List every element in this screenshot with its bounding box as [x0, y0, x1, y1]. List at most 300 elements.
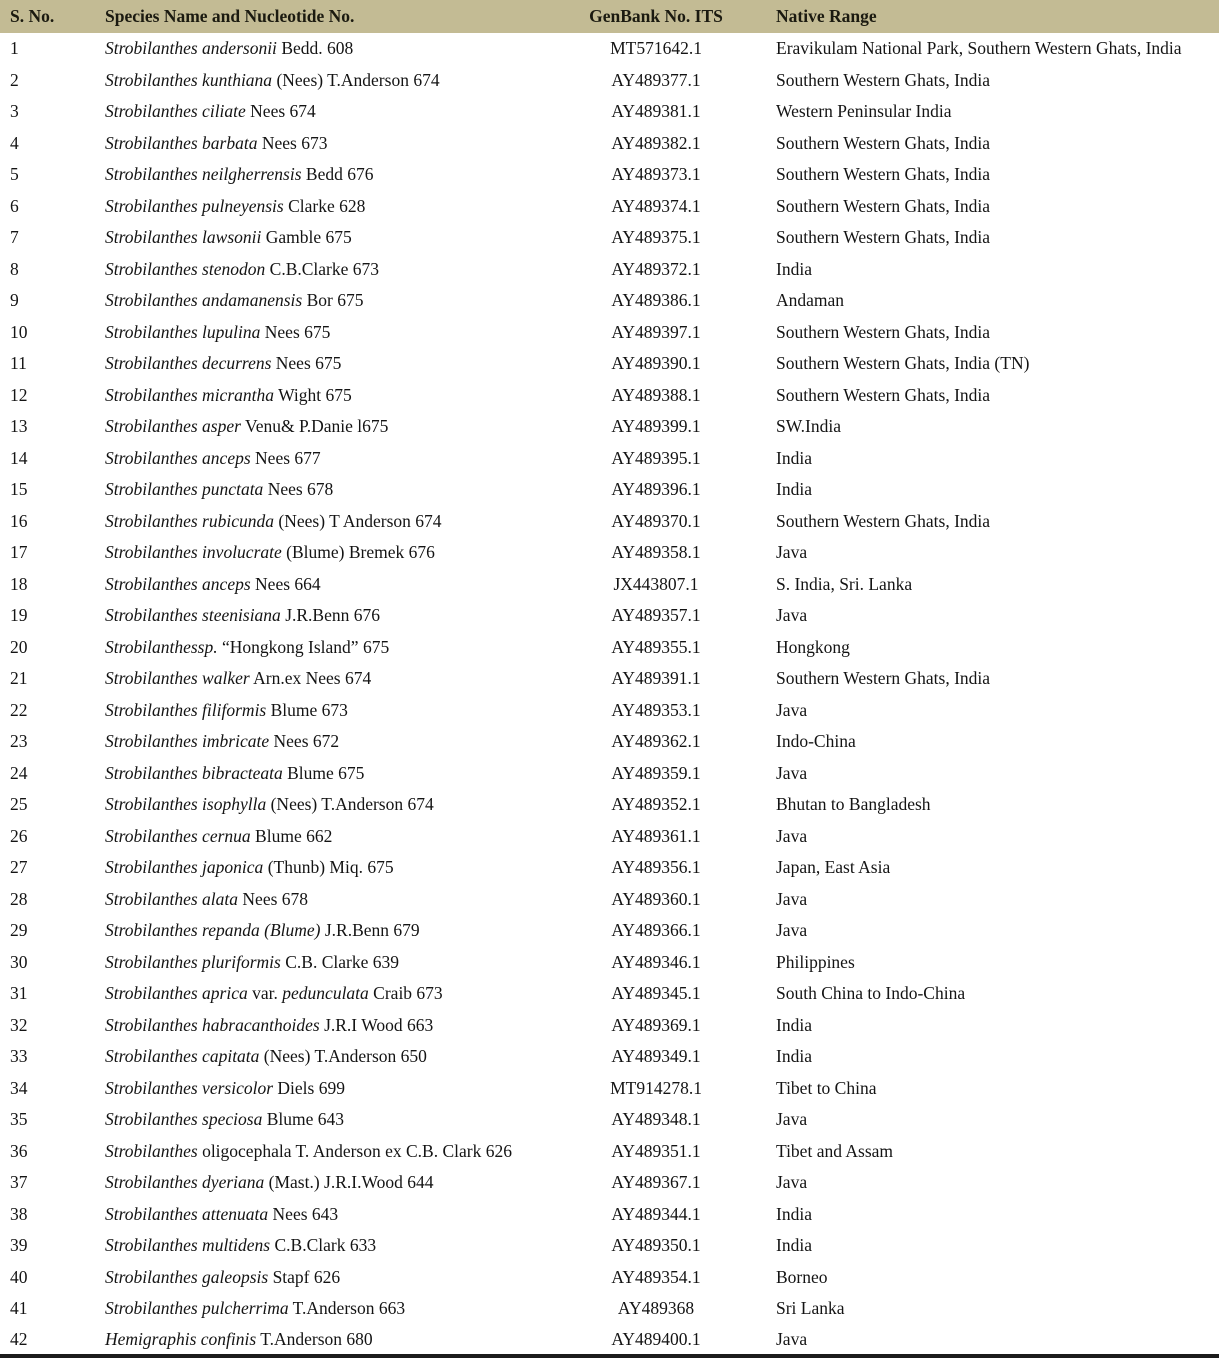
species-roman-text: (Nees) T Anderson 674 [274, 510, 442, 531]
serial-number-cell: 17 [10, 542, 28, 563]
species-roman-text: Nees 677 [250, 447, 321, 468]
species-roman-text: Venu& P.Danie l675 [240, 416, 389, 437]
table-row [0, 884, 1219, 916]
species-italic-text: Strobilanthes stenodon [105, 258, 266, 279]
serial-number-cell: 26 [10, 825, 28, 846]
native-range-cell: South China to Indo-China [776, 983, 966, 1004]
native-range-cell: Southern Western Ghats, India [776, 668, 991, 689]
species-roman-text: J.R.Benn 679 [320, 920, 420, 941]
header-serial-number: S. No. [0, 0, 95, 33]
native-range-cell: India [776, 258, 812, 279]
genbank-number-cell: AY489357.1 [611, 605, 701, 626]
species-roman-text: C.B. Clarke 639 [280, 951, 399, 972]
header-row [0, 0, 1219, 33]
serial-number-cell: 5 [10, 164, 19, 185]
species-name-cell [95, 1073, 542, 1105]
species-italic-text: Strobilanthes pulcherrima [105, 1298, 289, 1319]
genbank-number-cell: AY489360.1 [611, 888, 701, 909]
native-range-cell: Southern Western Ghats, India [776, 510, 991, 531]
table-row [0, 1325, 1219, 1357]
genbank-number-cell: AY489368 [617, 1298, 695, 1319]
serial-number-cell: 16 [10, 510, 28, 531]
table-row [0, 254, 1219, 286]
serial-number-cell: 38 [10, 1203, 28, 1224]
table-row [0, 789, 1219, 821]
native-range-cell: Southern Western Ghats, India [776, 384, 991, 405]
species-name-cell [95, 65, 542, 97]
table-row [0, 191, 1219, 223]
species-roman-text: Wight 675 [274, 384, 352, 405]
species-name-cell [95, 537, 542, 569]
serial-number-cell: 4 [10, 132, 19, 153]
genbank-number-cell: AY489374.1 [611, 195, 701, 216]
table-row [0, 947, 1219, 979]
serial-number-cell: 30 [10, 951, 28, 972]
native-range-cell: Java [776, 699, 808, 720]
genbank-number-cell: AY489359.1 [611, 762, 701, 783]
species-roman-text: T.Anderson 663 [288, 1298, 406, 1319]
table-row [0, 443, 1219, 475]
serial-number-cell: 29 [10, 920, 28, 941]
species-name-cell [95, 254, 542, 286]
genbank-number-cell: AY489344.1 [611, 1203, 701, 1224]
native-range-cell: Bhutan to Bangladesh [776, 794, 931, 815]
species-roman-text: (Nees) T.Anderson 674 [272, 69, 440, 90]
serial-number-cell: 27 [10, 857, 28, 878]
species-italic-text: Strobilanthes rubicunda [105, 510, 275, 531]
species-name-cell [95, 1262, 542, 1294]
species-roman-text: Arn.ex Nees 674 [249, 668, 372, 689]
species-name-cell [95, 285, 542, 317]
serial-number-cell: 35 [10, 1109, 28, 1130]
species-roman-text: J.R.I Wood 663 [319, 1014, 434, 1035]
species-name-cell [95, 947, 542, 979]
genbank-number-cell: AY489352.1 [611, 794, 701, 815]
genbank-number-cell: AY489367.1 [611, 1172, 701, 1193]
genbank-number-cell: AY489369.1 [611, 1014, 701, 1035]
species-italic-text: Strobilanthes alata [105, 888, 239, 909]
species-roman-text: oligocephala T. Anderson ex C.B. Clark 626 [197, 1140, 512, 1161]
species-italic-text: Strobilanthes speciosa [105, 1109, 263, 1130]
serial-number-cell: 36 [10, 1140, 28, 1161]
species-roman-text: C.B.Clark 633 [270, 1235, 377, 1256]
species-roman-text: T.Anderson 680 [256, 1328, 373, 1349]
genbank-number-cell: AY489355.1 [611, 636, 701, 657]
species-italic-text: Strobilanthes repanda (Blume) [105, 920, 321, 941]
table-row [0, 474, 1219, 506]
table-header [0, 0, 1219, 33]
species-roman-text: Nees 664 [250, 573, 321, 594]
native-range-cell: Western Peninsular India [776, 101, 952, 122]
table-row [0, 96, 1219, 128]
native-range-cell: India [776, 1014, 812, 1035]
native-range-cell: India [776, 1235, 812, 1256]
serial-number-cell: 37 [10, 1172, 28, 1193]
species-italic-text: Strobilanthes walker [105, 668, 250, 689]
species-italic-text: Strobilanthes filiformis [105, 699, 267, 720]
species-italic-text: Strobilanthes micrantha [105, 384, 275, 405]
table-row [0, 348, 1219, 380]
species-name-cell [95, 1041, 542, 1073]
species-name-cell [95, 1230, 542, 1262]
serial-number-cell: 41 [10, 1298, 28, 1319]
genbank-number-cell: AY489388.1 [611, 384, 701, 405]
species-roman-text: Nees 678 [263, 479, 334, 500]
serial-number-cell: 31 [10, 983, 28, 1004]
genbank-number-cell: AY489349.1 [611, 1046, 701, 1067]
genbank-number-cell: JX443807.1 [613, 573, 699, 594]
genbank-number-cell: AY489381.1 [611, 101, 701, 122]
native-range-cell: Java [776, 1172, 808, 1193]
genbank-number-cell: AY489382.1 [611, 132, 701, 153]
table-row [0, 1104, 1219, 1136]
serial-number-cell: 6 [10, 195, 19, 216]
species-roman-text: Gamble 675 [261, 227, 352, 248]
species-italic-text: Strobilanthes lawsonii [105, 227, 262, 248]
header-native-range: Native Range [770, 0, 1219, 33]
native-range-cell: Java [776, 825, 808, 846]
species-italic-text: Strobilanthes neilgherrensis [105, 164, 302, 185]
table-body [0, 33, 1219, 1356]
serial-number-cell: 40 [10, 1266, 28, 1287]
native-range-cell: Southern Western Ghats, India [776, 164, 991, 185]
species-roman-text: (Mast.) J.R.I.Wood 644 [264, 1172, 434, 1193]
serial-number-cell: 23 [10, 731, 28, 752]
genbank-number-cell: AY489345.1 [611, 983, 701, 1004]
serial-number-cell: 13 [10, 416, 28, 437]
species-roman-text: Clarke 628 [283, 195, 366, 216]
serial-number-cell: 8 [10, 258, 19, 279]
table-row [0, 663, 1219, 695]
species-name-cell [95, 222, 542, 254]
genbank-number-cell: AY489350.1 [611, 1235, 701, 1256]
table-row [0, 411, 1219, 443]
genbank-number-cell: AY489400.1 [611, 1328, 701, 1349]
species-name-cell [95, 33, 542, 65]
species-italic-text: Strobilanthessp. [105, 636, 218, 657]
genbank-number-cell: AY489396.1 [611, 479, 701, 500]
species-italic-text: Strobilanthes lupulina [105, 321, 261, 342]
serial-number-cell: 18 [10, 573, 28, 594]
table-row [0, 285, 1219, 317]
serial-number-cell: 15 [10, 479, 28, 500]
species-name-cell [95, 884, 542, 916]
species-italic-text: Strobilanthes pluriformis [105, 951, 281, 972]
native-range-cell: Java [776, 888, 808, 909]
genbank-number-cell: AY489366.1 [611, 920, 701, 941]
species-italic-text: Strobilanthes anceps [105, 447, 251, 468]
serial-number-cell: 34 [10, 1077, 28, 1098]
serial-number-cell: 24 [10, 762, 28, 783]
species-italic-text: Strobilanthes asper [105, 416, 241, 437]
native-range-cell: Japan, East Asia [776, 857, 891, 878]
species-italic-text: pedunculata [282, 983, 369, 1004]
species-italic-text: Strobilanthes habracanthoides [105, 1014, 320, 1035]
table-row [0, 506, 1219, 538]
serial-number-cell: 33 [10, 1046, 28, 1067]
table-row [0, 222, 1219, 254]
native-range-cell: India [776, 479, 812, 500]
species-name-cell [95, 96, 542, 128]
species-italic-text: Strobilanthes dyeriana [105, 1172, 265, 1193]
species-roman-text: Bedd 676 [301, 164, 374, 185]
species-name-cell [95, 191, 542, 223]
table-row [0, 1167, 1219, 1199]
species-roman-text: Blume 662 [250, 825, 333, 846]
species-name-cell [95, 789, 542, 821]
table-row [0, 317, 1219, 349]
species-name-cell [95, 569, 542, 601]
genbank-number-cell: AY489395.1 [611, 447, 701, 468]
genbank-number-cell: AY489391.1 [611, 668, 701, 689]
species-roman-text: Blume 673 [266, 699, 348, 720]
serial-number-cell: 2 [10, 69, 19, 90]
native-range-cell: Java [776, 1328, 808, 1349]
genbank-number-cell: AY489370.1 [611, 510, 701, 531]
species-roman-text: var. [247, 983, 283, 1004]
serial-number-cell: 10 [10, 321, 28, 342]
species-italic-text: Strobilanthes pulneyensis [105, 195, 284, 216]
table-row [0, 821, 1219, 853]
species-roman-text: “Hongkong Island” 675 [217, 636, 390, 657]
species-name-cell [95, 915, 542, 947]
native-range-cell: Tibet to China [776, 1077, 877, 1098]
species-name-cell [95, 317, 542, 349]
species-roman-text: (Nees) T.Anderson 674 [266, 794, 434, 815]
table-row [0, 1010, 1219, 1042]
species-roman-text: Nees 674 [245, 101, 316, 122]
species-roman-text: J.R.Benn 676 [280, 605, 380, 626]
native-range-cell: Southern Western Ghats, India [776, 227, 991, 248]
header-genbank-number: GenBank No. ITS [542, 0, 770, 33]
species-roman-text: Bor 675 [302, 290, 364, 311]
serial-number-cell: 9 [10, 290, 19, 311]
species-italic-text: Strobilanthes multidens [105, 1235, 271, 1256]
species-name-cell [95, 632, 542, 664]
genbank-number-cell: AY489362.1 [611, 731, 701, 752]
species-roman-text: Nees 675 [271, 353, 342, 374]
native-range-cell: Sri Lanka [776, 1298, 845, 1319]
species-name-cell [95, 726, 542, 758]
species-italic-text: Strobilanthes steenisiana [105, 605, 281, 626]
genbank-number-cell: AY489353.1 [611, 699, 701, 720]
native-range-cell: Southern Western Ghats, India [776, 132, 991, 153]
species-roman-text: (Nees) T.Anderson 650 [259, 1046, 427, 1067]
species-name-cell [95, 1199, 542, 1231]
species-italic-text: Strobilanthes decurrens [105, 353, 272, 374]
species-roman-text: Diels 699 [273, 1077, 345, 1098]
serial-number-cell: 12 [10, 384, 28, 405]
table-row [0, 1073, 1219, 1105]
species-roman-text: C.B.Clarke 673 [265, 258, 380, 279]
serial-number-cell: 11 [10, 353, 27, 374]
species-italic-text: Strobilanthes anceps [105, 573, 251, 594]
table-row [0, 537, 1219, 569]
table-row [0, 380, 1219, 412]
table-row [0, 569, 1219, 601]
species-name-cell [95, 411, 542, 443]
table-row [0, 1041, 1219, 1073]
species-name-cell [95, 443, 542, 475]
genbank-number-cell: AY489354.1 [611, 1266, 701, 1287]
species-italic-text: Strobilanthes punctata [105, 479, 264, 500]
species-roman-text: Bedd. 608 [276, 38, 354, 59]
species-name-cell [95, 758, 542, 790]
table-row [0, 978, 1219, 1010]
serial-number-cell: 22 [10, 699, 28, 720]
native-range-cell: Java [776, 542, 808, 563]
species-name-cell [95, 1293, 542, 1325]
native-range-cell: India [776, 1046, 812, 1067]
native-range-cell: India [776, 447, 812, 468]
species-roman-text: Craib 673 [368, 983, 443, 1004]
genbank-number-cell: AY489346.1 [611, 951, 701, 972]
species-italic-text: Strobilanthes japonica [105, 857, 264, 878]
serial-number-cell: 1 [10, 38, 19, 59]
table-row [0, 1262, 1219, 1294]
native-range-cell: Andaman [776, 290, 845, 311]
table-row [0, 33, 1219, 65]
genbank-number-cell: AY489348.1 [611, 1109, 701, 1130]
table-row [0, 65, 1219, 97]
native-range-cell: SW.India [776, 416, 841, 437]
species-italic-text: Strobilanthes galeopsis [105, 1266, 269, 1287]
native-range-cell: Borneo [776, 1266, 828, 1287]
table-row [0, 632, 1219, 664]
species-italic-text: Strobilanthes isophylla [105, 794, 267, 815]
species-roman-text: Nees 675 [260, 321, 331, 342]
serial-number-cell: 39 [10, 1235, 28, 1256]
native-range-cell: Eravikulam National Park, Southern Western Ghats, India [776, 38, 1182, 59]
genbank-number-cell: AY489351.1 [611, 1140, 701, 1161]
genbank-number-cell: AY489375.1 [611, 227, 701, 248]
table-row [0, 695, 1219, 727]
species-roman-text: (Blume) Bremek 676 [281, 542, 435, 563]
species-name-cell [95, 1010, 542, 1042]
table-row [0, 600, 1219, 632]
table-row [0, 1136, 1219, 1168]
species-italic-text: Strobilanthes andersonii [105, 38, 277, 59]
species-italic-text: Strobilanthes kunthiana [105, 69, 273, 90]
table-row [0, 852, 1219, 884]
species-name-cell [95, 663, 542, 695]
serial-number-cell: 25 [10, 794, 28, 815]
native-range-cell: S. India, Sri. Lanka [776, 573, 913, 594]
species-roman-text: Nees 678 [238, 888, 309, 909]
native-range-cell: Southern Western Ghats, India (TN) [776, 353, 1030, 374]
genbank-number-cell: AY489397.1 [611, 321, 701, 342]
header-species-name: Species Name and Nucleotide No. [95, 0, 542, 33]
native-range-cell: Hongkong [776, 636, 850, 657]
species-name-cell [95, 474, 542, 506]
serial-number-cell: 7 [10, 227, 19, 248]
species-roman-text: (Thunb) Miq. 675 [263, 857, 394, 878]
species-italic-text: Strobilanthes ciliate [105, 101, 246, 122]
serial-number-cell: 20 [10, 636, 28, 657]
species-name-cell [95, 1136, 542, 1168]
species-italic-text: Strobilanthes andamanensis [105, 290, 303, 311]
species-name-cell [95, 978, 542, 1010]
species-name-cell [95, 1325, 542, 1357]
table-row [0, 1199, 1219, 1231]
table-row [0, 1230, 1219, 1262]
genbank-number-cell: AY489386.1 [611, 290, 701, 311]
native-range-cell: Tibet and Assam [776, 1140, 894, 1161]
native-range-cell: India [776, 1203, 812, 1224]
native-range-cell: Indo-China [776, 731, 856, 752]
serial-number-cell: 32 [10, 1014, 28, 1035]
native-range-cell: Southern Western Ghats, India [776, 195, 991, 216]
species-italic-text: Strobilanthes capitata [105, 1046, 260, 1067]
genbank-number-cell: AY489358.1 [611, 542, 701, 563]
table-row [0, 758, 1219, 790]
species-name-cell [95, 159, 542, 191]
native-range-cell: Southern Western Ghats, India [776, 321, 991, 342]
species-italic-text: Strobilanthes bibracteata [105, 762, 283, 783]
species-name-cell [95, 506, 542, 538]
genbank-number-cell: AY489372.1 [611, 258, 701, 279]
table-row [0, 915, 1219, 947]
serial-number-cell: 21 [10, 668, 28, 689]
native-range-cell: Java [776, 762, 808, 783]
species-italic-text: Strobilanthes barbata [105, 132, 258, 153]
species-roman-text: Nees 672 [269, 731, 340, 752]
species-italic-text: Strobilanthes versicolor [105, 1077, 274, 1098]
species-italic-text: Strobilanthes cernua [105, 825, 251, 846]
genbank-number-cell: AY489373.1 [611, 164, 701, 185]
serial-number-cell: 28 [10, 888, 28, 909]
species-name-cell [95, 821, 542, 853]
genbank-number-cell: AY489356.1 [611, 857, 701, 878]
genbank-number-cell: AY489399.1 [611, 416, 701, 437]
serial-number-cell: 19 [10, 605, 28, 626]
species-roman-text: Nees 673 [257, 132, 328, 153]
species-roman-text: Stapf 626 [268, 1266, 341, 1287]
species-name-cell [95, 1104, 542, 1136]
genbank-number-cell: AY489377.1 [611, 69, 701, 90]
native-range-cell: Java [776, 920, 808, 941]
species-italic-text: Strobilanthes involucrate [105, 542, 282, 563]
native-range-cell: Southern Western Ghats, India [776, 69, 991, 90]
species-roman-text: Blume 643 [262, 1109, 345, 1130]
species-roman-text: Blume 675 [282, 762, 365, 783]
native-range-cell: Java [776, 605, 808, 626]
table-row [0, 128, 1219, 160]
table-row [0, 159, 1219, 191]
native-range-cell: Java [776, 1109, 808, 1130]
species-italic-text: Hemigraphis confinis [105, 1328, 257, 1349]
species-name-cell [95, 852, 542, 884]
species-italic-text: Strobilanthes [105, 1140, 198, 1161]
species-italic-text: Strobilanthes imbricate [105, 731, 270, 752]
species-name-cell [95, 128, 542, 160]
table-row [0, 726, 1219, 758]
species-roman-text: Nees 643 [268, 1203, 339, 1224]
species-name-cell [95, 348, 542, 380]
table-row [0, 1293, 1219, 1325]
species-name-cell [95, 1167, 542, 1199]
serial-number-cell: 42 [10, 1328, 28, 1349]
species-name-cell [95, 600, 542, 632]
serial-number-cell: 3 [10, 101, 19, 122]
species-name-cell [95, 695, 542, 727]
species-italic-text: Strobilanthes aprica [105, 983, 248, 1004]
genbank-number-cell: AY489361.1 [611, 825, 701, 846]
serial-number-cell: 14 [10, 447, 28, 468]
species-name-cell [95, 380, 542, 412]
genbank-number-cell: MT914278.1 [610, 1077, 702, 1098]
species-italic-text: Strobilanthes attenuata [105, 1203, 269, 1224]
